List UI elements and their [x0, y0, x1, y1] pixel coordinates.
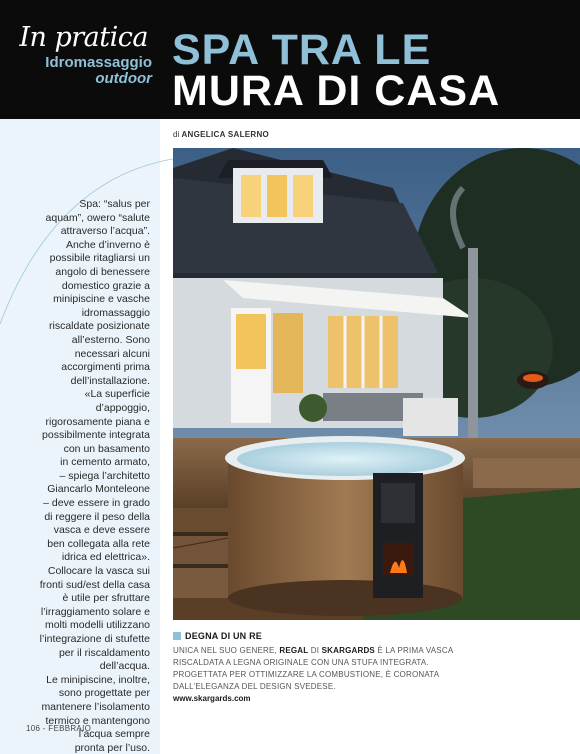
page-folio: 106 - FEBBRAIO: [26, 724, 92, 733]
body-line: dell’installazione.: [70, 374, 150, 387]
caption-company: SKARGARDS: [321, 646, 375, 655]
byline-author: ANGELICA SALERNO: [181, 130, 270, 139]
caption-text-2: DI: [308, 646, 322, 655]
body-line: con un basamento: [63, 442, 150, 455]
page-headline: [172, 26, 501, 115]
body-line: minipiscine e vasche: [53, 293, 150, 306]
body-line: Anche d’inverno è: [65, 238, 150, 251]
body-line: in cemento armato,: [60, 456, 150, 469]
body-line: – deve essere in grado: [43, 497, 150, 510]
body-line: accorgimenti prima: [61, 361, 150, 374]
body-line: riscaldate posizionate: [49, 320, 150, 333]
body-line: è utile per sfruttare: [62, 592, 150, 605]
body-line: dell’acqua.: [99, 660, 150, 673]
body-line: Giancarlo Monteleone: [47, 483, 150, 496]
section-subtitle: [45, 55, 152, 87]
article-body: [30, 198, 150, 754]
body-line: per il riscaldamento: [58, 646, 150, 659]
body-line: angolo di benessere: [55, 265, 150, 278]
caption-bullet-square: [173, 632, 181, 640]
body-line: sono progettate per: [58, 687, 150, 700]
section-script-title: In pratica: [19, 22, 148, 53]
byline: [173, 130, 269, 139]
headline-line2: MURA DI CASA: [172, 67, 501, 115]
caption-text-1: UNICA NEL SUO GENERE,: [173, 646, 280, 655]
body-line: l’acqua sempre: [78, 728, 150, 741]
caption-title-row: [173, 631, 473, 641]
caption-body: [173, 645, 473, 693]
body-line: all’esterno. Sono: [71, 333, 150, 346]
body-line: termico e mantengono: [45, 714, 150, 727]
section-subtitle-line1: Idromassaggio: [45, 54, 152, 71]
body-line: – spiega l’architetto: [59, 469, 150, 482]
headline-line1: SPA TRA LE: [172, 26, 432, 74]
section-subtitle-line2: outdoor: [95, 70, 152, 87]
body-line: rigorosamente piana e: [45, 415, 150, 428]
body-line: vasca e deve essere: [53, 524, 150, 537]
body-line: ben collegata alla rete: [47, 537, 150, 550]
body-line: Collocare la vasca sui: [47, 565, 150, 578]
body-line: molti modelli utilizzano: [44, 619, 150, 632]
body-line: idrica ed elettrica».: [61, 551, 150, 564]
body-line: Spa: “salus per: [79, 198, 150, 210]
body-line: fronti sud/est della casa: [39, 578, 150, 591]
byline-prefix: di: [173, 130, 180, 139]
caption-url[interactable]: www.skargards.com: [173, 694, 251, 703]
body-line: possibilmente integrata: [42, 429, 150, 442]
body-line: attraverso l’acqua”.: [60, 225, 150, 238]
body-line: «La superficie: [84, 388, 150, 401]
body-line: Le minipiscine, inoltre,: [46, 673, 150, 686]
body-line: mantenere l’isolamento: [41, 700, 150, 713]
body-line: pronta per l’uso.: [74, 741, 150, 754]
hero-photo: [173, 148, 580, 620]
body-line: l’integrazione di stufette: [39, 633, 150, 645]
caption-text-3: È LA PRIMA VASCA RISCALDATA A LEGNA ORIGINALE CON UNA STUFA INTEGRATA. PROGETTATA PER OTTIMIZZARE LA COMBUSTIONE, È CORONATA DALL’ELEGANZA DEL DESIGN SVEDESE.: [173, 646, 453, 691]
body-line: l’irraggiamento solare e: [40, 605, 150, 618]
body-line: possibile ritagliarsi un: [49, 252, 150, 265]
body-line: di reggere il peso della: [44, 510, 150, 523]
caption-brand: REGAL: [279, 646, 309, 655]
hot-tub-house-illustration: [173, 148, 580, 620]
body-line: necessari alcuni: [74, 347, 150, 360]
caption-title: DEGNA DI UN RE: [185, 631, 262, 641]
photo-caption: [173, 631, 473, 703]
body-line: aquam”, owero “salute: [45, 211, 150, 224]
body-line: domestico grazie a: [61, 279, 150, 292]
body-line: d’appoggio,: [95, 401, 150, 414]
body-line: idromassaggio: [81, 306, 150, 319]
